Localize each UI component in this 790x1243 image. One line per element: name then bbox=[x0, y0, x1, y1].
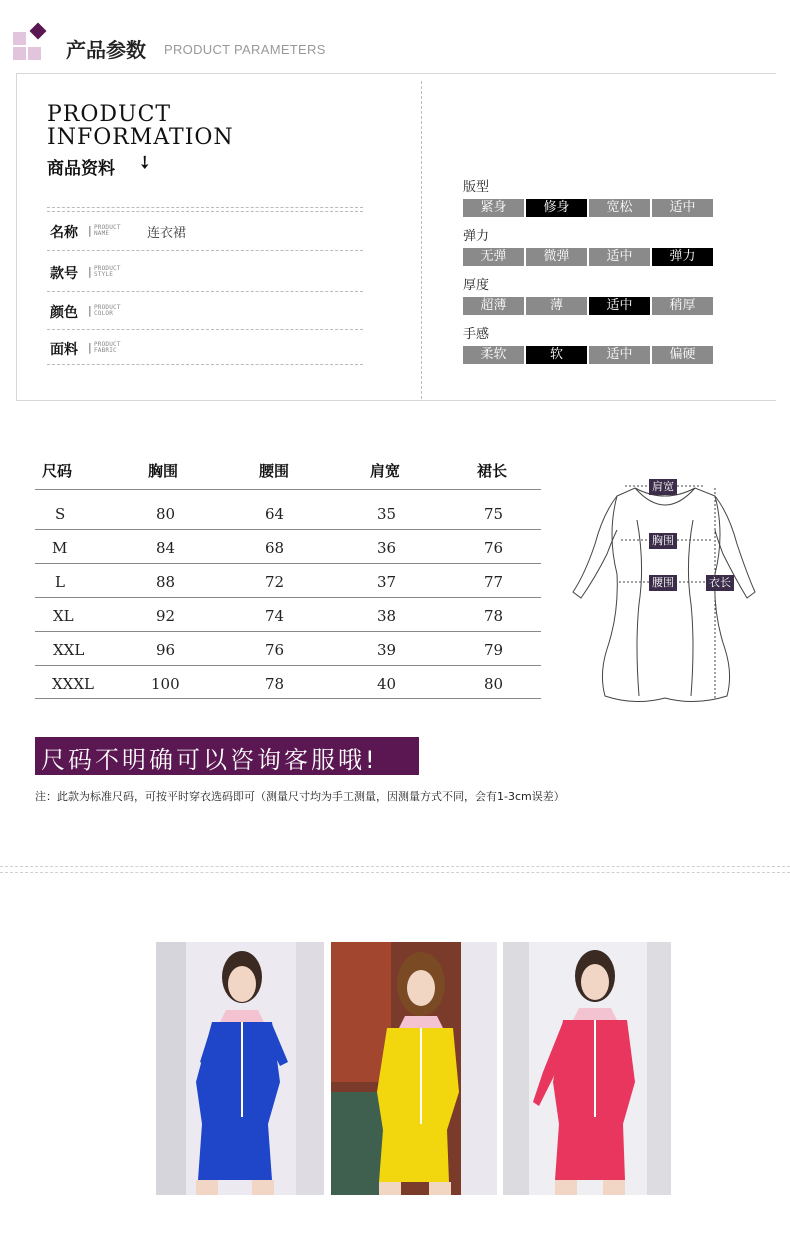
title-line-1: PRODUCT bbox=[47, 102, 172, 127]
diagram-label-shoulder: 肩宽 bbox=[649, 479, 677, 495]
field-separator: | bbox=[88, 304, 92, 317]
divider bbox=[47, 207, 363, 208]
model-photo-yellow bbox=[331, 942, 497, 1195]
cell: 75 bbox=[484, 505, 504, 523]
cell: 64 bbox=[265, 505, 285, 523]
section-title: 产品参数 bbox=[66, 38, 146, 62]
table-header-waist: 腰围 bbox=[259, 462, 290, 480]
scale-option: 适中 bbox=[589, 248, 650, 266]
scale-option: 偏硬 bbox=[652, 346, 713, 364]
cell: 96 bbox=[156, 641, 176, 659]
scale-option: 超薄 bbox=[463, 297, 524, 315]
scale-option-selected: 弹力 bbox=[652, 248, 713, 266]
divider bbox=[47, 291, 363, 292]
scale-option: 稍厚 bbox=[652, 297, 713, 315]
cell: XL bbox=[53, 607, 74, 625]
attr-scale-feel bbox=[463, 346, 713, 364]
cell: 68 bbox=[265, 539, 285, 557]
size-note: 注：此款为标准尺码，可按平时穿衣选码即可（测量尺寸均为手工测量，因测量方式不同，会有1-3cm误差） bbox=[35, 790, 565, 803]
field-label-fabric: 面料 bbox=[50, 342, 78, 358]
field-value-name: 连衣裙 bbox=[147, 226, 187, 241]
cell: XXXL bbox=[52, 675, 94, 693]
cell: 74 bbox=[265, 607, 285, 625]
scale-option-selected: 软 bbox=[526, 346, 587, 364]
field-label-style: 款号 bbox=[50, 266, 78, 282]
field-separator: | bbox=[88, 224, 92, 237]
cell: 80 bbox=[156, 505, 176, 523]
attr-label-thickness: 厚度 bbox=[463, 278, 490, 293]
attr-label-fit: 版型 bbox=[463, 180, 490, 195]
diagram-label-chest: 胸围 bbox=[649, 533, 677, 549]
logo-icon bbox=[13, 22, 53, 60]
table-rule bbox=[35, 665, 541, 666]
cell: 80 bbox=[484, 675, 504, 693]
field-separator: | bbox=[88, 341, 92, 354]
cell: 39 bbox=[377, 641, 397, 659]
cell: 92 bbox=[156, 607, 176, 625]
diagram-label-waist: 腰围 bbox=[649, 575, 677, 591]
section-divider bbox=[0, 872, 790, 873]
cell: 79 bbox=[484, 641, 504, 659]
model-photo-pink bbox=[503, 942, 671, 1195]
scale-option: 无弹 bbox=[463, 248, 524, 266]
cell: S bbox=[55, 505, 66, 523]
table-header-length: 裙长 bbox=[477, 462, 508, 480]
product-info-cn-title: 商品资料 bbox=[47, 159, 115, 179]
cell: 38 bbox=[377, 607, 397, 625]
table-rule bbox=[35, 597, 541, 598]
scale-option: 适中 bbox=[589, 346, 650, 364]
scale-option: 适中 bbox=[652, 199, 713, 217]
table-rule bbox=[35, 529, 541, 530]
attr-label-feel: 手感 bbox=[463, 327, 490, 342]
attr-scale-fit bbox=[463, 199, 713, 217]
cell: 78 bbox=[265, 675, 285, 693]
cell: 37 bbox=[377, 573, 397, 591]
scale-option: 宽松 bbox=[589, 199, 650, 217]
divider bbox=[47, 250, 363, 251]
scale-option: 紧身 bbox=[463, 199, 524, 217]
product-info-title bbox=[47, 103, 234, 149]
cell: 72 bbox=[265, 573, 285, 591]
divider bbox=[47, 211, 363, 212]
field-label-color: 颜色 bbox=[50, 305, 78, 321]
field-en-fabric: PRODUCT FABRIC bbox=[94, 341, 121, 354]
section-divider bbox=[0, 866, 790, 867]
divider bbox=[47, 364, 363, 365]
table-rule bbox=[35, 631, 541, 632]
cell: 84 bbox=[156, 539, 176, 557]
field-en-style: PRODUCT STYLE bbox=[94, 265, 121, 278]
cell: XXL bbox=[53, 641, 85, 659]
table-header-chest: 胸围 bbox=[148, 462, 179, 480]
table-rule bbox=[35, 489, 541, 490]
cell: L bbox=[55, 573, 65, 591]
field-en-color: PRODUCT COLOR bbox=[94, 304, 121, 317]
scale-option-selected: 修身 bbox=[526, 199, 587, 217]
diagram-label-length: 衣长 bbox=[706, 575, 734, 591]
section-subtitle: PRODUCT PARAMETERS bbox=[164, 42, 326, 57]
cell: 36 bbox=[377, 539, 397, 557]
divider bbox=[47, 329, 363, 330]
attr-scale-elasticity bbox=[463, 248, 713, 266]
cell: 88 bbox=[156, 573, 176, 591]
scale-option: 微弹 bbox=[526, 248, 587, 266]
table-rule bbox=[35, 698, 541, 699]
table-header-size: 尺码 bbox=[42, 462, 73, 480]
cell: 76 bbox=[484, 539, 504, 557]
arrow-icon: ➘ bbox=[131, 149, 158, 176]
scale-option-selected: 适中 bbox=[589, 297, 650, 315]
attr-scale-thickness bbox=[463, 297, 713, 315]
dress-diagram bbox=[565, 474, 761, 704]
attr-label-elasticity: 弹力 bbox=[463, 229, 490, 244]
table-rule bbox=[35, 563, 541, 564]
scale-option: 柔软 bbox=[463, 346, 524, 364]
field-label-name: 名称 bbox=[50, 225, 78, 241]
scale-option: 薄 bbox=[526, 297, 587, 315]
field-en-name: PRODUCT NAME bbox=[94, 224, 121, 237]
info-divider bbox=[421, 81, 422, 399]
cell: 100 bbox=[151, 675, 180, 693]
cell: 40 bbox=[377, 675, 397, 693]
title-line-2: INFORMATION bbox=[47, 125, 234, 150]
model-photo-blue bbox=[156, 942, 324, 1195]
size-help-text: 尺码不明确可以咨询客服哦! bbox=[41, 746, 378, 774]
field-separator: | bbox=[88, 265, 92, 278]
cell: 77 bbox=[484, 573, 504, 591]
cell: 76 bbox=[265, 641, 285, 659]
cell: 35 bbox=[377, 505, 397, 523]
cell: M bbox=[52, 539, 68, 557]
cell: 78 bbox=[484, 607, 504, 625]
table-header-shoulder: 肩宽 bbox=[370, 462, 401, 480]
